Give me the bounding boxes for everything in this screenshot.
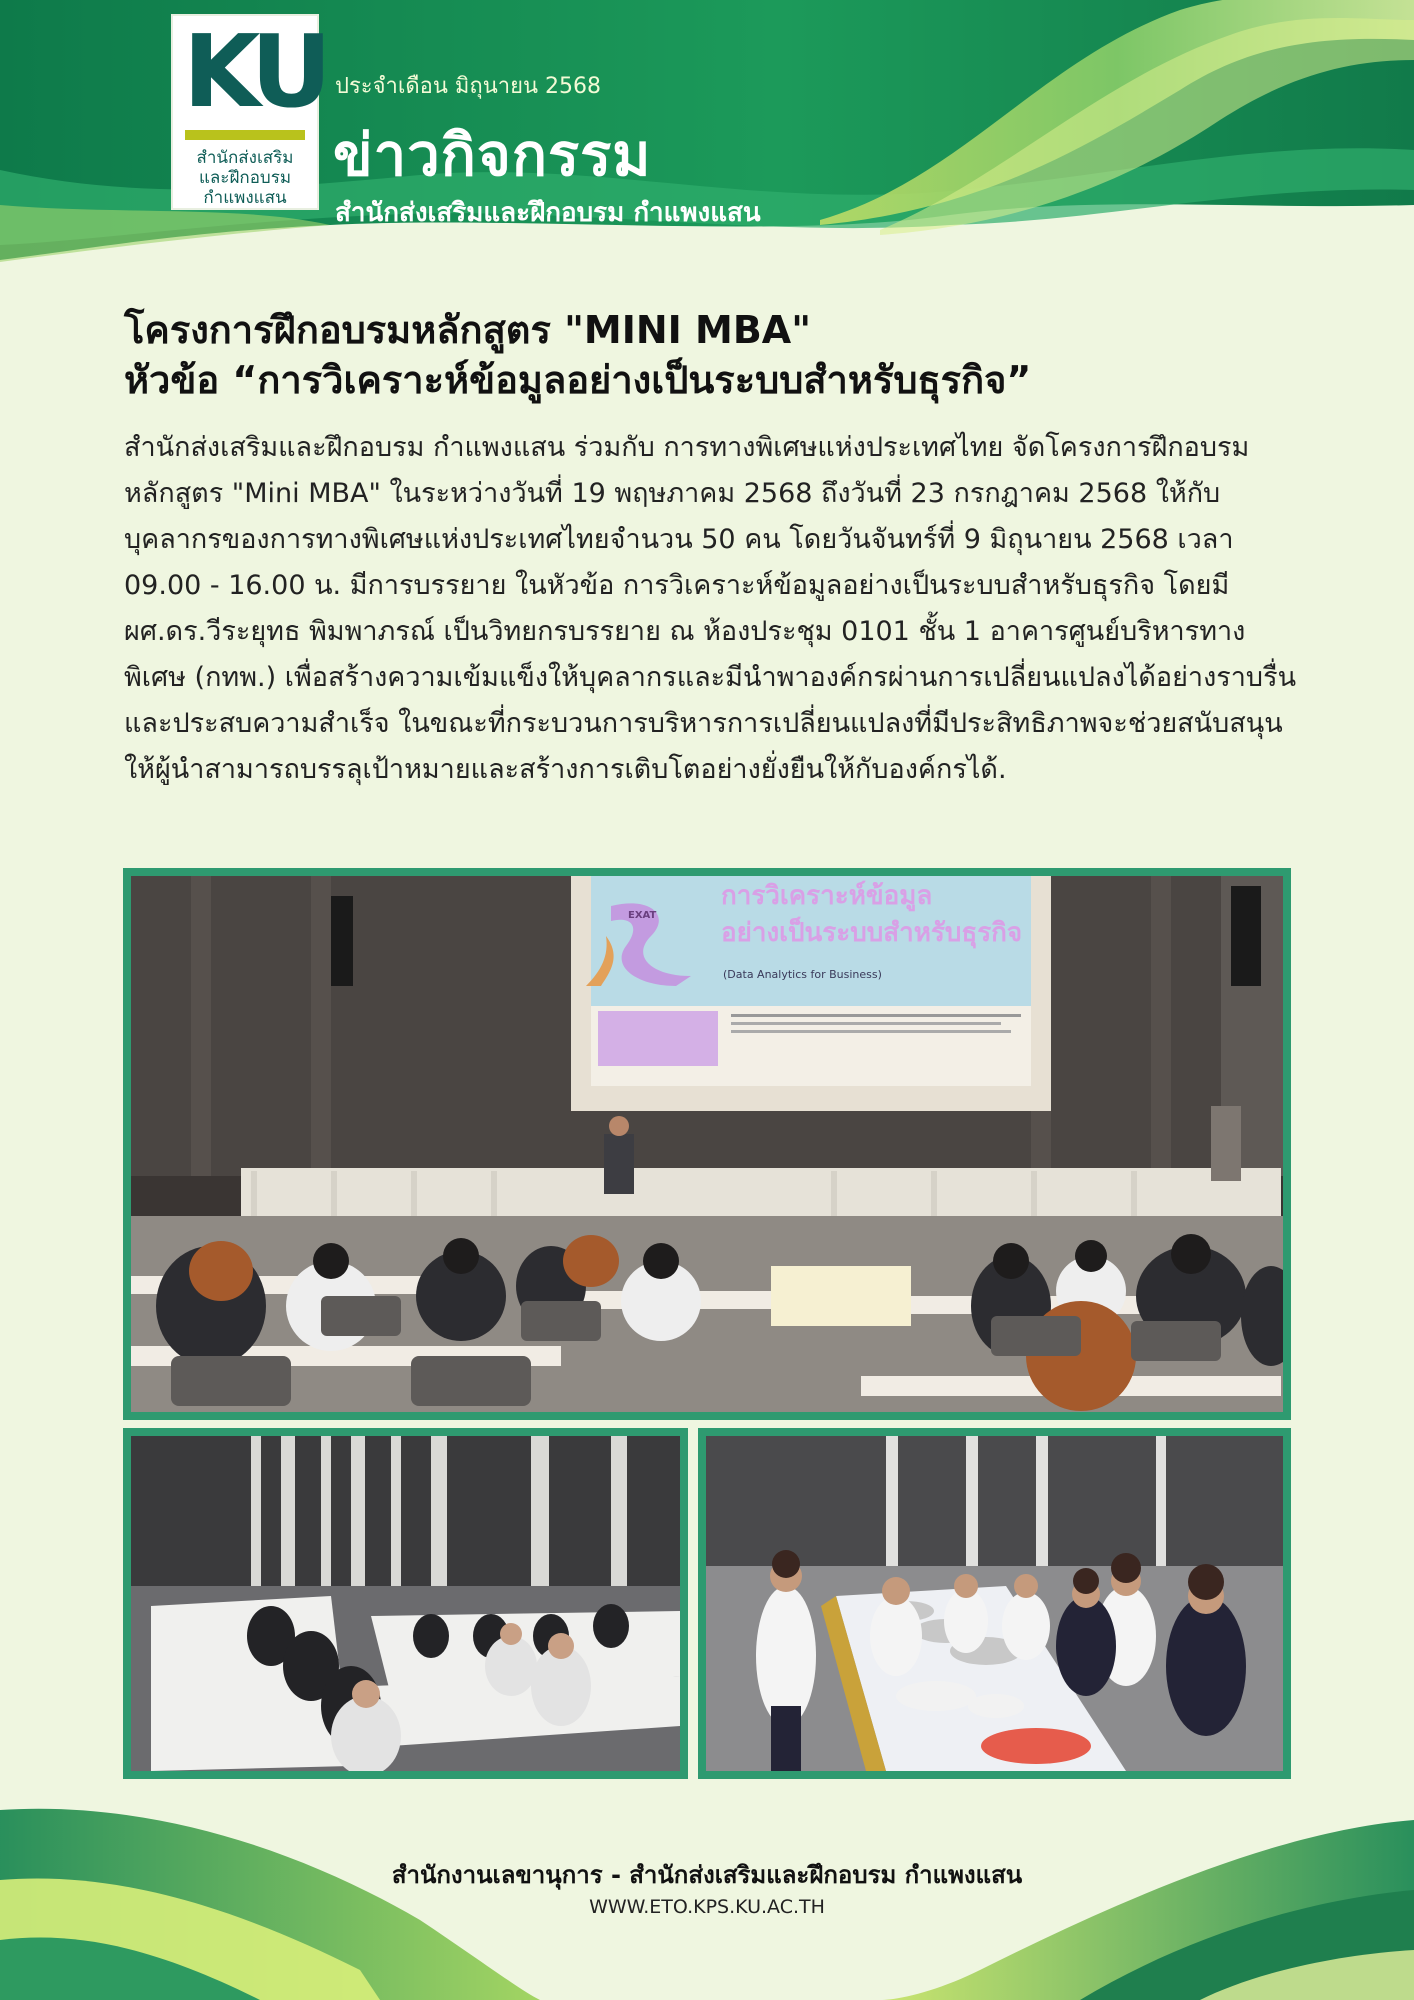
issue-date: ประจำเดือน มิถุนายน 2568 xyxy=(335,74,602,99)
slide-subtitle: (Data Analytics for Business) xyxy=(723,968,882,981)
masthead-title: ข่าวกิจกรรม xyxy=(333,121,652,189)
photo-lunch-buffet xyxy=(698,1428,1291,1779)
logo-divider xyxy=(185,130,305,140)
slide-title-line-1: การวิเคราะห์ข้อมูล xyxy=(721,881,933,911)
footer-organization: สำนักงานเลขานุการ - สำนักส่งเสริมและฝึกอบรม กำแพงแสน xyxy=(391,1861,1023,1889)
lecture-hall-image xyxy=(131,876,1283,1412)
footer-wave-graphic xyxy=(0,1790,1414,2000)
slide-title-line-2: อย่างเป็นระบบสำหรับธุรกิจ xyxy=(721,918,1023,948)
article-body: สำนักส่งเสริมและฝึกอบรม กำแพงแสน ร่วมกับ การทางพิเศษแห่งประเทศไทย จัดโครงการฝึกอบรมหลักสูตร "Mini MBA" ในระหว่างวันที่ 19 พฤษภาคม 2568 ถึงวันที่ 23 กรกฎาคม 2568 ให้กับบุคลากรของการทางพิเศษแห่งประเทศไทยจำนวน 50 คน โดยวันจันทร์ที่ 9 มิถุนายน 2568 เวลา 09.00 - 16.00 น. มีการบรรยาย ในหัวข้อ การวิเคราะห์ข้อมูลอย่างเป็นระบบสำหรับธุรกิจ โดยมี ผศ.ดร.วีระยุทธ พิมพาภรณ์ เป็นวิทยกรบรรยาย ณ ห้องประชุม 0101 ชั้น 1 อาคารศูนย์บริหารทางพิเศษ (กทพ.) เพื่อสร้างความเข้มแข็งให้บุคลากรและมีนำพาองค์กรผ่านการเปลี่ยนแปลงได้อย่างราบรื่นและประสบความสำเร็จ ในขณะที่กระบวนการบริหารการเปลี่ยนแปลงที่มีประสิทธิภาพจะช่วยสนับสนุนให้ผู้นำสามารถบรรลุเป้าหมายและสร้างการเติบโตอย่างยั่งยืนให้กับองค์กรได้. xyxy=(124,432,1297,785)
footer-banner xyxy=(0,1790,1414,2000)
article-title xyxy=(124,305,1294,405)
logo-mark: KU xyxy=(183,13,324,130)
article-title-line-1: โครงการฝึกอบรมหลักสูตร "MINI MBA" xyxy=(124,308,811,352)
masthead-subtitle: สำนักส่งเสริมและฝึกอบรม กำแพงแสน xyxy=(335,198,761,228)
participants-image xyxy=(131,1436,680,1771)
lunch-buffet-image xyxy=(706,1436,1283,1771)
photo-participants xyxy=(123,1428,688,1779)
ku-logo xyxy=(171,13,324,210)
slide-logo-text: EXAT xyxy=(628,910,657,921)
photo-lecture-hall xyxy=(123,868,1291,1420)
footer-website-link[interactable]: WWW.ETO.KPS.KU.AC.TH xyxy=(589,1896,825,1918)
article-title-line-2: หัวข้อ “การวิเคราะห์ข้อมูลอย่างเป็นระบบสำหรับธุรกิจ” xyxy=(124,358,1032,402)
logo-text: สำนักส่งเสริม และฝึกอบรม กำแพงแสน xyxy=(196,148,294,208)
